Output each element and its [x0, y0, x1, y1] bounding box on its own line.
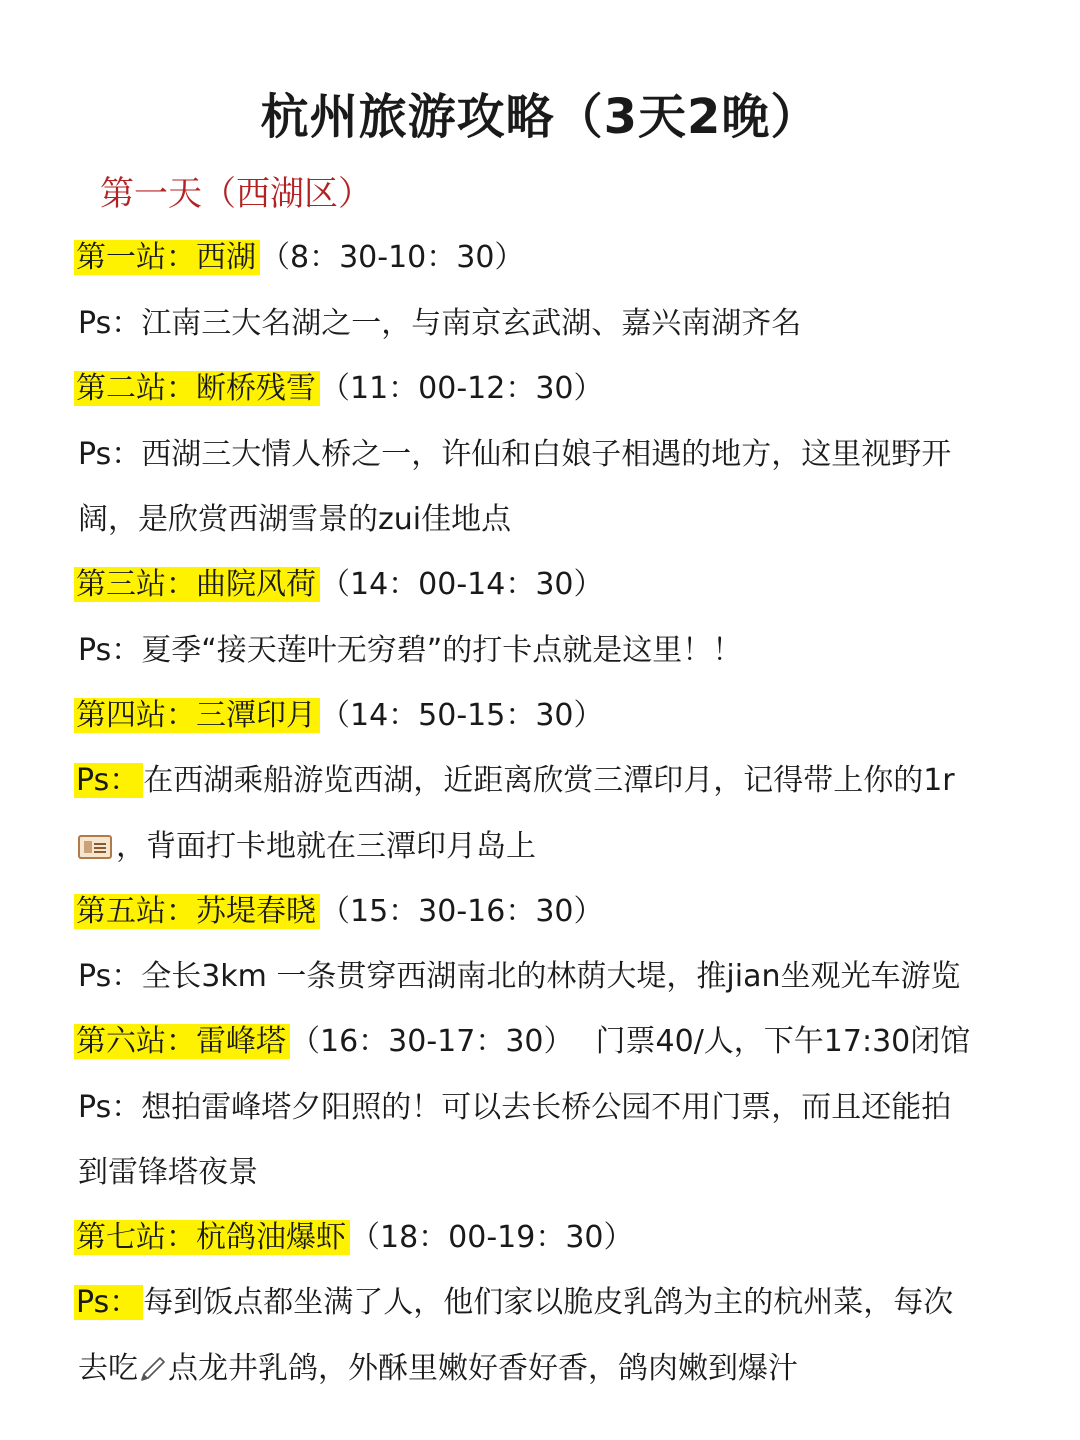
stop-7-ps-text-2b: 点龙井乳鸽，外酥里嫩好香好香，鸽肉嫩到爆汁 — [168, 1351, 798, 1386]
stop-4-note-cont — [78, 823, 998, 871]
stop-6-ps-text-2: 到雷锋塔夜景 — [78, 1155, 258, 1190]
stop-4-ps-text-1: 在西湖乘船游览西湖，近距离欣赏三潭印月，记得带上你的1r — [143, 763, 955, 798]
stop-4-note — [78, 757, 998, 805]
stop-1-time: （8：30-10：30） — [260, 240, 525, 275]
stop-5-label: 第五站：苏堤春晓 — [74, 894, 320, 929]
stop-7-note — [78, 1279, 998, 1327]
stop-3-note — [78, 627, 998, 675]
stop-7-note-cont — [78, 1345, 998, 1393]
stop-3-time: （14：00-14：30） — [320, 567, 604, 602]
stop-1-note — [78, 300, 998, 348]
stop-3-ps-label: Ps： — [78, 633, 142, 668]
stop-4-header — [78, 692, 998, 740]
banknote-icon — [78, 835, 112, 859]
stop-2-ps-text-2: 阔，是欣赏西湖雪景的zui佳地点 — [78, 502, 512, 537]
page-title: 杭州旅游攻略（3天2晚） — [260, 89, 820, 145]
stop-3-ps-text: 夏季“接天莲叶无穷碧”的打卡点就是这里！！ — [141, 633, 743, 668]
stop-2-ps-label: Ps： — [78, 437, 142, 472]
stop-3-header — [78, 561, 998, 609]
stop-1-label: 第一站：西湖 — [74, 240, 260, 275]
day-one-heading: 第一天（西湖区） — [100, 174, 372, 214]
stop-5-ps-label: Ps： — [78, 959, 142, 994]
stop-7-ps-text-1: 每到饭点都坐满了人，他们家以脆皮乳鸽为主的杭州菜，每次 — [143, 1285, 954, 1320]
stop-5-header — [78, 888, 998, 936]
stop-1-ps-text: 江南三大名湖之一，与南京玄武湖、嘉兴南湖齐名 — [141, 306, 802, 341]
stop-6-note-cont — [78, 1149, 998, 1197]
stop-5-ps-text: 全长3km 一条贯穿西湖南北的林荫大堤，推jian坐观光车游览 — [141, 959, 961, 994]
stop-1-header — [78, 234, 998, 282]
stop-7-header — [78, 1214, 998, 1262]
stop-6-ps-label: Ps： — [78, 1090, 142, 1125]
stop-2-note — [78, 431, 998, 479]
stop-3-label: 第三站：曲院风荷 — [74, 567, 320, 602]
stop-5-note — [78, 953, 998, 1001]
stop-7-ps-label: Ps： — [74, 1285, 143, 1320]
pen-icon — [138, 1354, 168, 1384]
stop-2-header — [78, 365, 998, 413]
stop-6-note — [78, 1084, 998, 1132]
stop-6-ps-text-1: 想拍雷峰塔夕阳照的！可以去长桥公园不用门票，而且还能拍 — [141, 1090, 952, 1125]
stop-2-note-cont — [78, 496, 998, 544]
stop-6-header — [78, 1018, 998, 1066]
stop-4-ps-text-2: ，背面打卡地就在三潭印月岛上 — [116, 829, 536, 864]
stop-6-time: （16：30-17：30） — [290, 1024, 574, 1059]
stop-4-label: 第四站：三潭印月 — [74, 698, 320, 733]
stop-5-time: （15：30-16：30） — [320, 894, 604, 929]
stop-1-ps-label: Ps： — [78, 306, 142, 341]
stop-7-label: 第七站：杭鸽油爆虾 — [74, 1220, 350, 1255]
stop-6-label: 第六站：雷峰塔 — [74, 1024, 290, 1059]
stop-7-ps-text-2a: 去吃 — [78, 1351, 138, 1386]
stop-6-ticket-info: 门票40/人，下午17:30闭馆 — [595, 1024, 971, 1059]
stop-4-time: （14：50-15：30） — [320, 698, 604, 733]
stop-7-time: （18：00-19：30） — [350, 1220, 634, 1255]
stop-2-ps-text-1: 西湖三大情人桥之一，许仙和白娘子相遇的地方，这里视野开 — [141, 437, 952, 472]
stop-2-label: 第二站：断桥残雪 — [74, 371, 320, 406]
stop-2-time: （11：00-12：30） — [320, 371, 604, 406]
stop-4-ps-label: Ps： — [74, 763, 143, 798]
